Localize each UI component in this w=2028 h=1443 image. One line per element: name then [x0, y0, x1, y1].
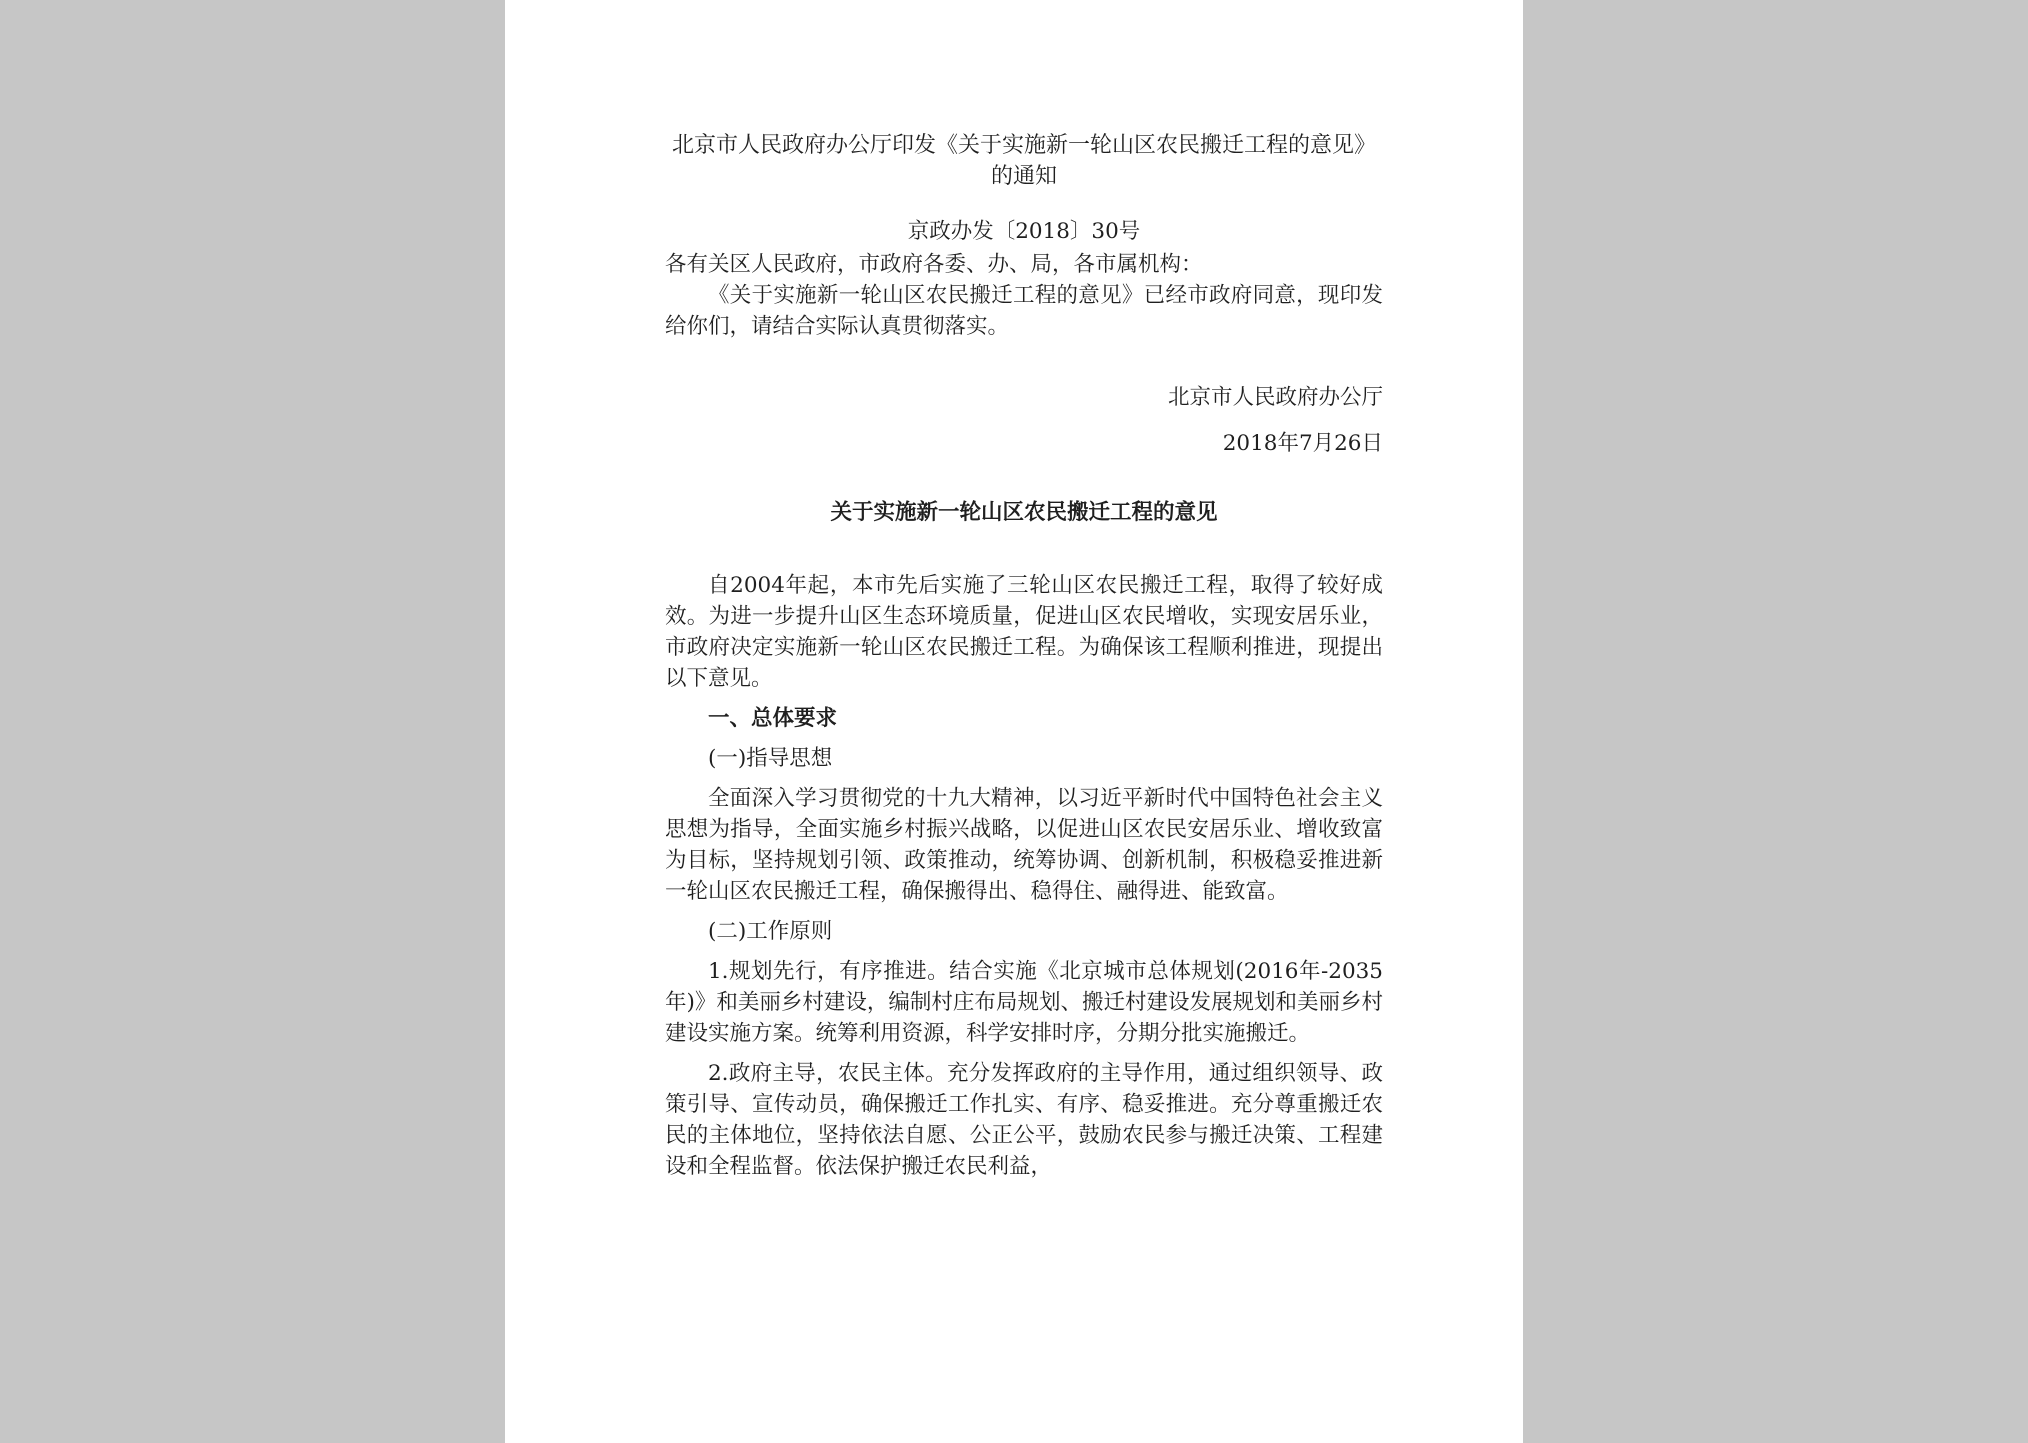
issue-date: 2018年7月26日: [1222, 431, 1383, 456]
document-number: 京政办发〔2018〕30号: [907, 219, 1141, 244]
paragraph-3: 1.规划先行，有序推进。结合实施《北京城市总体规划(2016年-2035年)》和美丽乡村建设，编制村庄布局规划、搬迁村建设发展规划和美丽乡村建设实施方案。统筹利用资源，科学安排时序，分期分批实施搬迁。: [665, 959, 1383, 1046]
opinion-body: [665, 570, 1383, 1182]
opinion-title: 关于实施新一轮山区农民搬迁工程的意见: [830, 500, 1218, 525]
paragraph-1: 自2004年起，本市先后实施了三轮山区农民搬迁工程，取得了较好成效。为进一步提升山区生态环境质量，促进山区农民增收，实现安居乐业，市政府决定实施新一轮山区农民搬迁工程。为确保该工程顺利推进，现提出以下意见。: [665, 573, 1383, 691]
paragraph-2: 全面深入学习贯彻党的十九大精神，以习近平新时代中国特色社会主义思想为指导，全面实施乡村振兴战略，以促进山区农民安居乐业、增收致富为目标，坚持规划引领、政策推动，统筹协调、创新机制，积极稳妥推进新一轮山区农民搬迁工程，确保搬得出、稳得住、融得进、能致富。: [665, 786, 1383, 904]
notice-title: 北京市人民政府办公厅印发《关于实施新一轮山区农民搬迁工程的意见》的通知: [671, 133, 1376, 189]
section-heading: 一、总体要求: [708, 706, 838, 731]
document-page: [505, 0, 1523, 1443]
signature-block: [665, 382, 1383, 459]
addressee: 各有关区人民政府，市政府各委、办、局，各市属机构：: [665, 252, 1203, 277]
paragraph-4: 2.政府主导，农民主体。充分发挥政府的主导作用，通过组织领导、政策引导、宣传动员，确保搬迁工作扎实、有序、稳妥推进。充分尊重搬迁农民的主体地位，坚持依法自愿、公正公平，鼓励农民参与搬迁决策、工程建设和全程监督。依法保护搬迁农民利益，: [665, 1061, 1383, 1179]
page-content: [665, 130, 1383, 1191]
subsection-heading: (一)指导思想: [708, 746, 833, 771]
subsection-heading: (二)工作原则: [708, 919, 833, 944]
issuer: 北京市人民政府办公厅: [1167, 385, 1383, 410]
intro-paragraph: 《关于实施新一轮山区农民搬迁工程的意见》已经市政府同意，现印发给你们，请结合实际认真贯彻落实。: [665, 283, 1383, 339]
